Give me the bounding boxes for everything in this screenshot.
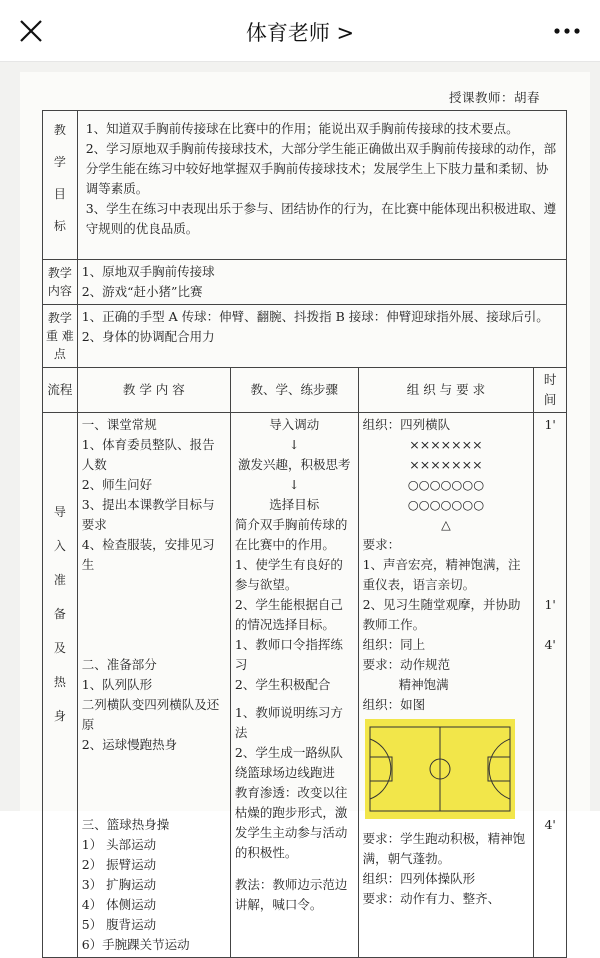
flow-label: 导 入 准 备 及 热 身 [43, 413, 78, 958]
lesson-plan-sheet [20, 72, 590, 952]
objectives-row [43, 111, 567, 260]
content-row [43, 260, 567, 305]
top-navigation-bar [0, 0, 600, 62]
more-dots-icon[interactable] [550, 16, 584, 46]
organization-requirements: 组织：四列横队 ××××××× ××××××× ○○○○○○○ ○○○○○○○ △ 要求： 1、声音宏亮，精神饱满，注重仪表，语言亲切。 2、见习生随堂观摩，并协助教师工作。 组织：同上 要求：动作规范 精神饱满 组织：如图 要求：学生跑动积极，精神饱满，朝气蓬勃。 组织：四列体操队形 要求：动作有力、整齐、 [358, 413, 534, 958]
header-time: 时间 [534, 368, 567, 413]
content-label: 教学内容 [43, 260, 78, 305]
content-text: 1、原地双手胸前传接球 2、游戏“赶小猪”比赛 [77, 260, 566, 305]
time-column: 1' 1' 4' 4' [534, 413, 567, 958]
lesson-plan-table [42, 110, 567, 958]
teaching-steps: 导入调动 ↓ 激发兴趣，积极思考 ↓ 选择目标 简介双手胸前传球的在比赛中的作用。 1、使学生有良好的参与欲望。 2、学生能根据自己的情况选择目标。 1、教师口令指挥练习 2、学生积极配合 1、教师说明练习方法 2、学生成一路纵队绕篮球场边线跑进 教育渗透：改变以往枯燥的跑步形式，激发学生主动参与活动的积极性。 教法：教师边示范边讲解，喊口令。 [230, 413, 358, 958]
header-row [43, 368, 567, 413]
header-organization: 组 织 与 要 求 [358, 368, 534, 413]
header-content: 教 学 内 容 [77, 368, 230, 413]
objectives-text: 1、知道双手胸前传接球在比赛中的作用；能说出双手胸前传接球的技术要点。 2、学习原地双手胸前传接球技术，大部分学生能正确做出双手胸前传接球的动作，部分学生能在练习中较好地掌握双手胸前传接球技术；发展学生上下肢力量和柔韧、协调等素质。 3、学生在练习中表现出乐于参与、团结协作的行为，在比赛中能体现出积极进取、遵守规则的优良品质。 [77, 111, 566, 260]
objectives-label: 教 学 目 标 [43, 111, 78, 260]
teacher-name: 授课教师：胡春 [448, 90, 540, 105]
warmup-row [43, 413, 567, 958]
header-flow: 流程 [43, 368, 78, 413]
header-steps: 教、学、练步骤 [230, 368, 358, 413]
teaching-content: 一、课堂常规 1、体育委员整队、报告人数 2、师生问好 3、提出本课教学目标与要求 4、检查服装，安排见习生 二、准备部分 1、队列队形 二列横队变四列横队及还原 2、运球慢跑热身 三、篮球热身操 1） 头部运动 2） 振臂运动 3） 扩胸运动 4） 体侧运动 5） 腹背运动 6）手腕踝关节运动 [77, 413, 230, 958]
document-image-area [0, 62, 600, 952]
keypoints-label: 教学重 难点 [43, 305, 78, 368]
keypoints-row [43, 305, 567, 368]
keypoints-text: 1、正确的手型 A 传球：伸臂、翻腕、抖拨指 B 接球：伸臂迎球指外展、接球后引。 2、身体的协调配合用力 [77, 305, 566, 368]
basketball-court-diagram [365, 719, 515, 819]
account-title-link[interactable]: 体育老师 > [245, 21, 355, 45]
